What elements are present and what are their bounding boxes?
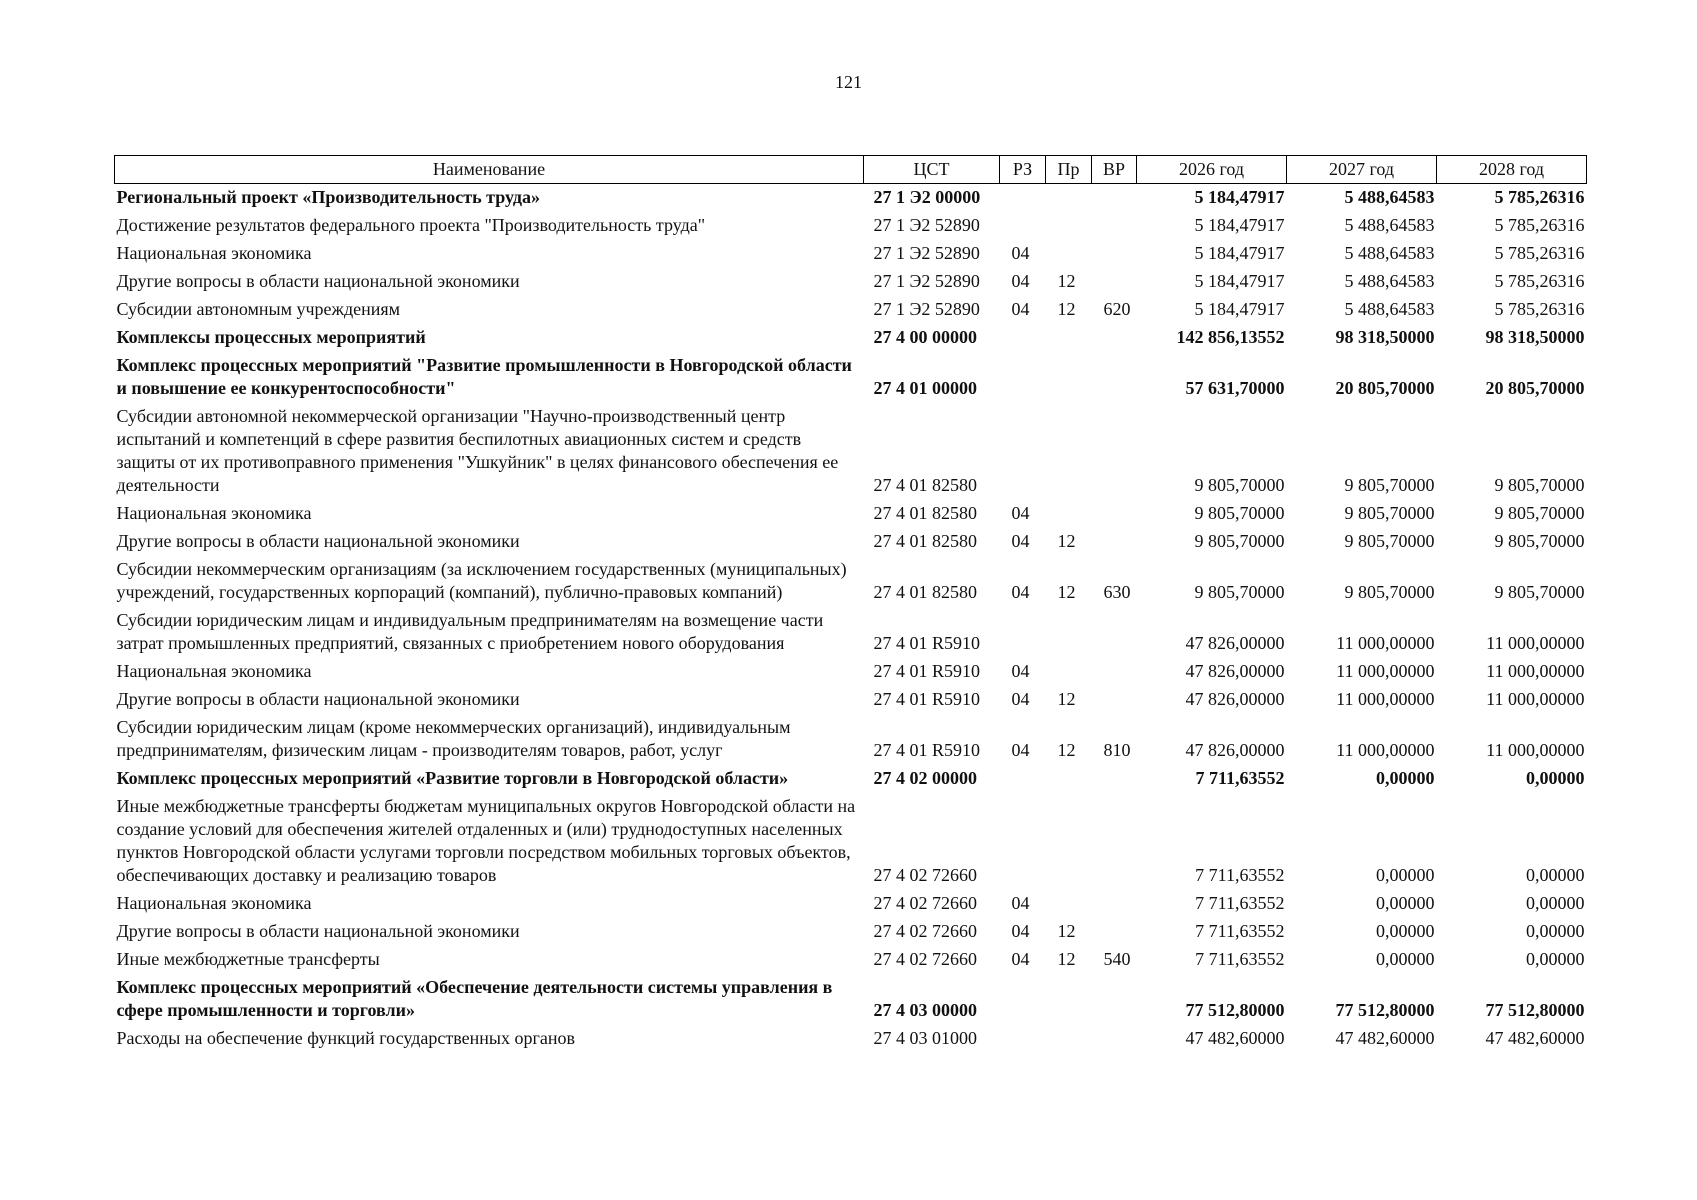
cell-y2026: 5 184,47917 (1194, 215, 1285, 235)
cell-name: Другие вопросы в области национальной экономики (116, 921, 520, 941)
cell-y2028: 20 805,70000 (1485, 378, 1585, 398)
cell-y2026: 47 482,60000 (1185, 1028, 1285, 1048)
cell-pr (1046, 240, 1092, 268)
cell-cst: 27 4 01 R5910 (873, 661, 981, 681)
cell-name: Другие вопросы в области национальной экономики (116, 689, 520, 709)
cell-cst: 27 4 01 R5910 (873, 740, 981, 760)
cell-y2027: 98 318,50000 (1335, 327, 1435, 347)
cell-y2027: 9 805,70000 (1344, 503, 1435, 523)
cell-y2026: 47 826,00000 (1185, 661, 1285, 681)
cell-rz: 04 (1011, 740, 1030, 760)
cell-rz (1000, 212, 1046, 240)
cell-cst: 27 4 02 72660 (873, 893, 977, 913)
table-header (115, 156, 1587, 184)
cell-y2026: 5 184,47917 (1194, 187, 1285, 207)
cell-pr (1046, 352, 1092, 403)
cell-vr: 630 (1103, 582, 1131, 602)
table-row (115, 974, 1587, 1025)
cell-cst: 27 4 02 00000 (873, 768, 977, 788)
cell-y2026: 9 805,70000 (1194, 503, 1285, 523)
cell-cst: 27 1 Э2 52890 (873, 215, 980, 235)
header-2028: 2028 год (1437, 156, 1587, 184)
cell-y2026: 5 184,47917 (1194, 243, 1285, 263)
cell-y2026: 142 856,13552 (1176, 327, 1285, 347)
cell-y2028: 5 785,26316 (1494, 215, 1585, 235)
cell-pr: 12 (1057, 740, 1076, 760)
cell-pr (1046, 658, 1092, 686)
cell-vr (1092, 184, 1137, 213)
cell-name: Комплексы процессных мероприятий (116, 327, 426, 347)
cell-cst: 27 4 02 72660 (873, 949, 977, 969)
cell-y2026: 9 805,70000 (1194, 475, 1285, 495)
cell-y2027: 0,00000 (1376, 893, 1435, 913)
cell-y2026: 47 826,00000 (1185, 740, 1285, 760)
table-row (115, 403, 1587, 500)
cell-pr (1046, 607, 1092, 658)
cell-rz (1000, 403, 1046, 500)
cell-cst: 27 4 01 82580 (873, 531, 977, 551)
table-row (115, 352, 1587, 403)
cell-vr: 620 (1103, 299, 1131, 319)
cell-y2028: 11 000,00000 (1486, 661, 1585, 681)
cell-y2027: 5 488,64583 (1344, 215, 1435, 235)
cell-pr: 12 (1057, 689, 1076, 709)
cell-pr (1046, 212, 1092, 240)
cell-name: Комплекс процессных мероприятий "Развитие промышленности в Новгородской области и повышение ее конкурентоспособности" (116, 355, 852, 398)
cell-y2027: 11 000,00000 (1336, 689, 1435, 709)
cell-y2028: 11 000,00000 (1486, 689, 1585, 709)
cell-cst: 27 4 03 00000 (873, 1000, 977, 1020)
cell-vr (1092, 528, 1137, 556)
cell-name: Национальная экономика (116, 893, 312, 913)
cell-vr (1092, 1025, 1137, 1053)
cell-rz (1000, 765, 1046, 793)
table-row (115, 1025, 1587, 1053)
cell-y2027: 0,00000 (1376, 949, 1435, 969)
cell-pr (1046, 890, 1092, 918)
header-pr: Пр (1046, 156, 1092, 184)
cell-vr (1092, 658, 1137, 686)
cell-name: Субсидии некоммерческим организациям (за исключением государственных (муниципальных) учреждений, государственных корпораций (компаний), публично-правовых компаний) (116, 559, 847, 602)
cell-pr (1046, 765, 1092, 793)
cell-y2027: 5 488,64583 (1344, 187, 1435, 207)
cell-cst: 27 4 00 00000 (873, 327, 977, 347)
cell-rz (1000, 974, 1046, 1025)
cell-rz: 04 (1011, 893, 1030, 913)
cell-y2027: 20 805,70000 (1335, 378, 1435, 398)
cell-y2028: 5 785,26316 (1494, 271, 1585, 291)
cell-y2026: 9 805,70000 (1194, 531, 1285, 551)
cell-vr (1092, 765, 1137, 793)
cell-pr (1046, 324, 1092, 352)
cell-cst: 27 4 01 00000 (873, 378, 977, 398)
cell-cst: 27 1 Э2 52890 (873, 243, 980, 263)
cell-y2028: 9 805,70000 (1494, 531, 1585, 551)
cell-rz (1000, 352, 1046, 403)
table-row (115, 607, 1587, 658)
cell-y2027: 5 488,64583 (1344, 243, 1435, 263)
cell-rz: 04 (1011, 243, 1030, 263)
cell-rz: 04 (1011, 921, 1030, 941)
header-2026: 2026 год (1137, 156, 1287, 184)
cell-rz: 04 (1011, 582, 1030, 602)
table-row (115, 714, 1587, 765)
cell-vr (1092, 890, 1137, 918)
cell-vr (1092, 352, 1137, 403)
cell-vr: 810 (1103, 740, 1131, 760)
cell-name: Иные межбюджетные трансферты (116, 949, 380, 969)
cell-vr (1092, 974, 1137, 1025)
cell-name: Субсидии юридическим лицам и индивидуальным предпринимателям на возмещение части затрат промышленных предприятий, связанных с приобретением нового оборудования (116, 610, 824, 653)
table-row (115, 686, 1587, 714)
cell-y2027: 47 482,60000 (1335, 1028, 1435, 1048)
cell-name: Расходы на обеспечение функций государственных органов (116, 1028, 575, 1048)
cell-y2027: 9 805,70000 (1344, 582, 1435, 602)
cell-pr: 12 (1057, 582, 1076, 602)
header-rz: РЗ (1000, 156, 1046, 184)
cell-rz (1000, 793, 1046, 890)
cell-name: Национальная экономика (116, 661, 312, 681)
cell-cst: 27 4 01 R5910 (873, 633, 981, 653)
cell-vr (1092, 268, 1137, 296)
cell-vr (1092, 918, 1137, 946)
cell-pr: 12 (1057, 299, 1076, 319)
cell-y2028: 9 805,70000 (1494, 503, 1585, 523)
cell-rz: 04 (1011, 299, 1030, 319)
cell-y2026: 9 805,70000 (1194, 582, 1285, 602)
cell-y2027: 0,00000 (1376, 865, 1435, 885)
page-number: 121 (835, 72, 862, 92)
cell-y2027: 0,00000 (1376, 921, 1435, 941)
table-row (115, 240, 1587, 268)
cell-y2027: 5 488,64583 (1344, 299, 1435, 319)
cell-name: Субсидии автономным учреждениям (116, 299, 401, 319)
cell-y2028: 5 785,26316 (1494, 187, 1585, 207)
cell-cst: 27 4 01 R5910 (873, 689, 981, 709)
cell-y2027: 9 805,70000 (1344, 475, 1435, 495)
header-vr: ВР (1092, 156, 1137, 184)
table-row (115, 793, 1587, 890)
cell-y2028: 0,00000 (1526, 865, 1585, 885)
cell-y2027: 9 805,70000 (1344, 531, 1435, 551)
table-row (115, 500, 1587, 528)
cell-name: Национальная экономика (116, 243, 312, 263)
cell-pr: 12 (1057, 949, 1076, 969)
cell-vr (1092, 324, 1137, 352)
cell-pr (1046, 500, 1092, 528)
cell-pr (1046, 974, 1092, 1025)
cell-cst: 27 4 01 82580 (873, 503, 977, 523)
cell-rz: 04 (1011, 503, 1030, 523)
header-cst: ЦСТ (864, 156, 1000, 184)
cell-rz (1000, 324, 1046, 352)
table-body (115, 184, 1587, 1054)
cell-y2028: 77 512,80000 (1485, 1000, 1585, 1020)
cell-y2026: 5 184,47917 (1194, 271, 1285, 291)
cell-rz (1000, 1025, 1046, 1053)
cell-vr (1092, 686, 1137, 714)
table-row (115, 946, 1587, 974)
table-row (115, 528, 1587, 556)
cell-vr (1092, 607, 1137, 658)
cell-vr (1092, 240, 1137, 268)
cell-cst: 27 1 Э2 52890 (873, 271, 980, 291)
cell-y2028: 0,00000 (1526, 921, 1585, 941)
cell-rz: 04 (1011, 531, 1030, 551)
cell-y2027: 77 512,80000 (1335, 1000, 1435, 1020)
cell-y2026: 7 711,63552 (1195, 865, 1285, 885)
cell-pr: 12 (1057, 531, 1076, 551)
cell-name: Комплекс процессных мероприятий «Обеспечение деятельности системы управления в сфере промышленности и торговли» (116, 977, 833, 1020)
cell-name: Достижение результатов федерального проекта "Производительность труда" (116, 215, 706, 235)
table-row (115, 765, 1587, 793)
cell-y2026: 7 711,63552 (1195, 949, 1285, 969)
cell-y2026: 47 826,00000 (1185, 689, 1285, 709)
table-row (115, 268, 1587, 296)
cell-name: Комплекс процессных мероприятий «Развитие торговли в Новгородской области» (116, 768, 789, 788)
cell-y2028: 5 785,26316 (1494, 299, 1585, 319)
cell-y2026: 7 711,63552 (1195, 893, 1285, 913)
cell-pr: 12 (1057, 271, 1076, 291)
cell-y2028: 0,00000 (1526, 949, 1585, 969)
cell-vr: 540 (1103, 949, 1131, 969)
cell-y2026: 7 711,63552 (1195, 921, 1285, 941)
cell-pr: 12 (1057, 921, 1076, 941)
cell-y2028: 9 805,70000 (1494, 582, 1585, 602)
cell-vr (1092, 793, 1137, 890)
cell-cst: 27 4 02 72660 (873, 865, 977, 885)
cell-name: Другие вопросы в области национальной экономики (116, 531, 520, 551)
cell-y2028: 9 805,70000 (1494, 475, 1585, 495)
cell-name: Региональный проект «Производительность труда» (116, 187, 540, 207)
header-2027: 2027 год (1287, 156, 1437, 184)
cell-y2028: 5 785,26316 (1494, 243, 1585, 263)
cell-vr (1092, 212, 1137, 240)
table-row (115, 324, 1587, 352)
cell-pr (1046, 184, 1092, 213)
cell-name: Другие вопросы в области национальной экономики (116, 271, 520, 291)
cell-cst: 27 4 01 82580 (873, 475, 977, 495)
cell-y2027: 0,00000 (1376, 768, 1435, 788)
cell-y2026: 57 631,70000 (1185, 378, 1285, 398)
cell-y2028: 0,00000 (1526, 768, 1585, 788)
cell-y2026: 7 711,63552 (1195, 768, 1285, 788)
budget-table (114, 155, 1587, 1053)
table-row (115, 918, 1587, 946)
cell-y2027: 11 000,00000 (1336, 661, 1435, 681)
table-row (115, 658, 1587, 686)
cell-y2027: 5 488,64583 (1344, 271, 1435, 291)
cell-vr (1092, 500, 1137, 528)
cell-cst: 27 4 01 82580 (873, 582, 977, 602)
cell-name: Субсидии автономной некоммерческой организации "Научно-производственный центр испытаний и компетенций в сфере развития беспилотных авиационных систем и средств защиты от их противоправного применения "Ушкуйник" в целях финансового обеспечения ее деятельности (116, 406, 839, 495)
cell-cst: 27 4 03 01000 (873, 1028, 977, 1048)
cell-y2028: 0,00000 (1526, 893, 1585, 913)
cell-cst: 27 1 Э2 00000 (873, 187, 981, 207)
cell-y2028: 47 482,60000 (1485, 1028, 1585, 1048)
cell-name: Субсидии юридическим лицам (кроме некоммерческих организаций), индивидуальным предпринимателям, физическим лицам - производителям товаров, работ, услуг (116, 717, 791, 760)
cell-y2026: 5 184,47917 (1194, 299, 1285, 319)
table-row (115, 296, 1587, 324)
cell-name: Национальная экономика (116, 503, 312, 523)
cell-pr (1046, 1025, 1092, 1053)
cell-y2026: 77 512,80000 (1185, 1000, 1285, 1020)
cell-vr (1092, 403, 1137, 500)
header-row (115, 156, 1587, 184)
cell-y2027: 11 000,00000 (1336, 740, 1435, 760)
cell-rz: 04 (1011, 661, 1030, 681)
cell-rz (1000, 184, 1046, 213)
cell-rz: 04 (1011, 271, 1030, 291)
table-row (115, 184, 1587, 213)
cell-rz: 04 (1011, 949, 1030, 969)
cell-cst: 27 1 Э2 52890 (873, 299, 980, 319)
cell-pr (1046, 403, 1092, 500)
cell-rz (1000, 607, 1046, 658)
cell-y2028: 98 318,50000 (1485, 327, 1585, 347)
cell-y2026: 47 826,00000 (1185, 633, 1285, 653)
table-row (115, 890, 1587, 918)
table-row (115, 556, 1587, 607)
cell-y2028: 11 000,00000 (1486, 633, 1585, 653)
cell-pr (1046, 793, 1092, 890)
cell-cst: 27 4 02 72660 (873, 921, 977, 941)
header-name: Наименование (115, 156, 864, 184)
cell-name: Иные межбюджетные трансферты бюджетам муниципальных округов Новгородской области на создание условий для обеспечения жителей отдаленных и (или) труднодоступных населенных пунктов Новгородской области услугами торговли посредством мобильных торговых объектов, обеспечивающих доставку и реализацию товаров (116, 796, 856, 885)
cell-y2028: 11 000,00000 (1486, 740, 1585, 760)
table-row (115, 212, 1587, 240)
cell-rz: 04 (1011, 689, 1030, 709)
cell-y2027: 11 000,00000 (1336, 633, 1435, 653)
